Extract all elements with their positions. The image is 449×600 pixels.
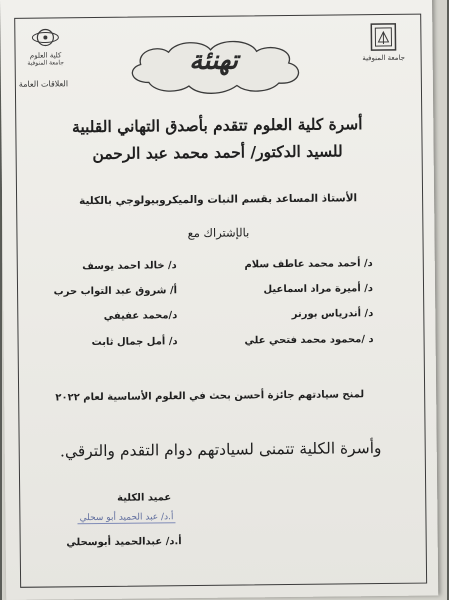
coauthor-name: د/ خالد احمد يوسف bbox=[82, 260, 177, 273]
dean-name: أ.د/ عبدالحميد أبوسحلي bbox=[66, 536, 182, 549]
university-logo bbox=[356, 22, 410, 67]
faculty-logo bbox=[18, 25, 72, 70]
coauthor-name: د/ أمل جمال ثابت bbox=[91, 336, 178, 349]
participation-line: بالإشتراك مع bbox=[187, 225, 250, 241]
wishes-line: وأسرة الكلية تتمنى لسيادتهم دوام التقدم والترقي. bbox=[59, 439, 382, 461]
university-name: جامعة المنوفية bbox=[362, 53, 405, 63]
faculty-university: جامعة المنوفية bbox=[27, 59, 64, 67]
signature-stamp: أ.د/ عبد الحميد أبو سحلي bbox=[78, 512, 176, 524]
award-line: لمنح سيادتهم جائزة أحسن بحث في العلوم الأساسية لعام ٢٠٢٢ bbox=[55, 389, 365, 404]
dean-title: عميد الكلية bbox=[117, 492, 172, 504]
faculty-emblem-icon bbox=[30, 25, 60, 49]
public-relations-label: العلاقات العامة bbox=[18, 79, 69, 89]
coauthor-name: أ/ شروق عبد التواب حرب bbox=[53, 285, 178, 298]
coauthor-name: د/ أندرياس بورنر bbox=[291, 308, 374, 320]
coauthor-name: د/محمد عفيفي bbox=[103, 310, 178, 322]
faculty-name: كلية العلوم bbox=[29, 51, 62, 60]
coauthor-name: د/ أميرة مراد اسماعيل bbox=[263, 283, 374, 296]
recipient-line: للسيد الدكتور/ أحمد محمد عبد الرحمن bbox=[92, 141, 343, 164]
coauthor-name: د /محمود محمد فتحي علي bbox=[244, 334, 374, 347]
page-border bbox=[14, 14, 427, 588]
congrats-line: أسرة كلية العلوم تتقدم بأصدق التهاني القلبية bbox=[71, 114, 363, 137]
coauthor-name: د/ أحمد محمد عاطف سلام bbox=[244, 258, 373, 271]
banner-title: تهنئة bbox=[189, 45, 239, 77]
university-crest-icon bbox=[369, 22, 397, 52]
position-line: الأستاذ المساعد بقسم النبات والميكروبيولوجي بالكلية bbox=[79, 192, 358, 208]
